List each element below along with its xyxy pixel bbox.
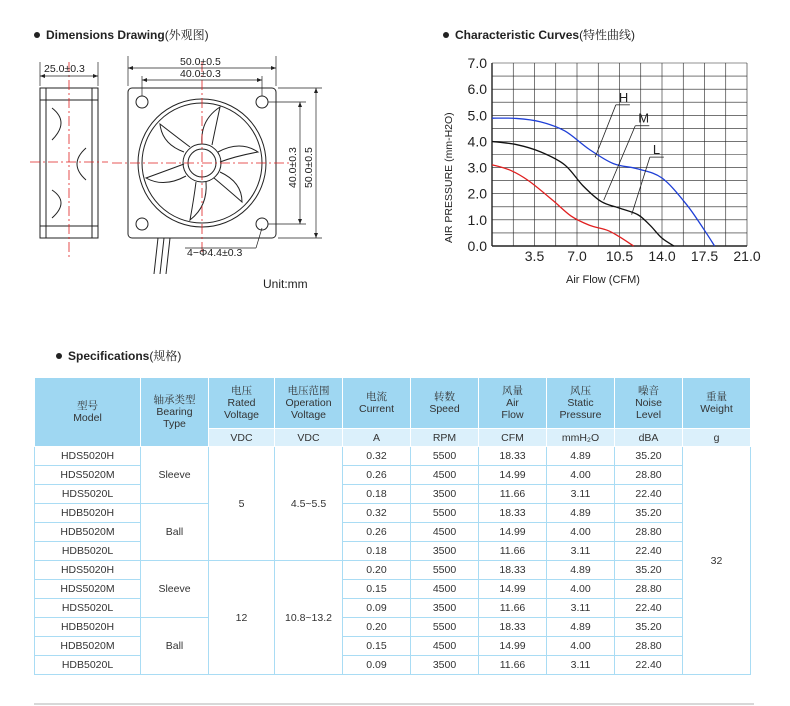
unit-cell: RPM — [411, 429, 479, 447]
specs-title-en: Specifications — [68, 349, 150, 363]
model-cell: HDB5020M — [35, 637, 141, 656]
current-cell: 0.26 — [343, 523, 411, 542]
column-header — [343, 378, 411, 429]
specifications-table — [34, 377, 751, 675]
header-cn: 电流 — [366, 391, 387, 403]
unit-label: Unit:mm — [263, 277, 308, 291]
bearing-cell: Ball — [141, 504, 209, 561]
bearing-cell: Sleeve — [141, 447, 209, 504]
current-cell: 0.26 — [343, 466, 411, 485]
hole-spacing-y-dim: 40.0±0.3 — [287, 147, 299, 188]
airflow-cell: 11.66 — [479, 599, 547, 618]
column-header — [209, 378, 275, 429]
column-header — [275, 378, 343, 429]
fan-front-view — [112, 56, 322, 274]
header-en: Static — [567, 397, 594, 409]
operation-voltage-cell: 10.8~13.2 — [275, 561, 343, 675]
curves-title-cn: (特性曲线) — [579, 28, 636, 42]
airflow-cell: 14.99 — [479, 523, 547, 542]
curves-title-en: Characteristic Curves — [455, 28, 580, 42]
side-width-dim: 25.0±0.3 — [44, 63, 85, 75]
column-header — [411, 378, 479, 429]
series-label-H: H — [618, 89, 629, 105]
model-cell: HDS5020H — [35, 447, 141, 466]
x-tick-label: 17.5 — [690, 248, 719, 264]
speed-cell: 5500 — [411, 504, 479, 523]
current-cell: 0.20 — [343, 618, 411, 637]
dimensions-title — [34, 26, 209, 43]
model-cell: HDB5020M — [35, 523, 141, 542]
header-en: Noise — [635, 397, 662, 409]
pressure-cell: 4.00 — [547, 580, 615, 599]
table-row — [35, 504, 751, 523]
current-cell: 0.32 — [343, 447, 411, 466]
model-cell: HDB5020L — [35, 542, 141, 561]
curves-title — [443, 26, 635, 43]
x-tick-label: 21.0 — [733, 248, 761, 264]
pressure-cell: 4.00 — [547, 637, 615, 656]
current-cell: 0.09 — [343, 599, 411, 618]
speed-cell: 3500 — [411, 542, 479, 561]
header-en: Voltage — [223, 409, 260, 421]
header-cn: 电压 — [231, 385, 252, 397]
current-cell: 0.09 — [343, 656, 411, 675]
speed-cell: 4500 — [411, 523, 479, 542]
header-en: Speed — [429, 403, 460, 415]
header-en: Type — [163, 418, 186, 430]
dimensions-title-cn: (外观图) — [164, 28, 209, 42]
noise-cell: 28.80 — [615, 466, 683, 485]
x-tick-label: 10.5 — [605, 248, 634, 264]
specs-title-cn: (规格) — [149, 349, 182, 363]
series-label-M: M — [638, 110, 650, 126]
noise-cell: 35.20 — [615, 447, 683, 466]
header-cn: 重量 — [706, 391, 727, 403]
noise-cell: 35.20 — [615, 561, 683, 580]
y-tick-label: 6.0 — [467, 81, 487, 98]
speed-cell: 5500 — [411, 447, 479, 466]
speed-cell: 4500 — [411, 466, 479, 485]
column-header — [547, 378, 615, 429]
airflow-cell: 14.99 — [479, 637, 547, 656]
x-tick-label: 3.5 — [524, 248, 545, 264]
noise-cell: 22.40 — [615, 599, 683, 618]
header-en: Model — [73, 412, 102, 424]
outer-width-dim: 50.0±0.5 — [180, 56, 221, 68]
current-cell: 0.20 — [343, 561, 411, 580]
unit-cell: dBA — [615, 429, 683, 447]
noise-cell: 22.40 — [615, 542, 683, 561]
noise-cell: 22.40 — [615, 656, 683, 675]
y-tick-label: 0.0 — [467, 238, 487, 254]
speed-cell: 3500 — [411, 656, 479, 675]
model-cell: HDB5020H — [35, 618, 141, 637]
holes-callout: 4−Φ4.4±0.3 — [187, 247, 243, 259]
model-cell: HDS5020H — [35, 561, 141, 580]
airflow-cell: 11.66 — [479, 656, 547, 675]
current-cell: 0.18 — [343, 485, 411, 504]
header-cn: 轴承类型 — [153, 394, 196, 406]
speed-cell: 5500 — [411, 561, 479, 580]
model-cell: HDB5020H — [35, 504, 141, 523]
noise-cell: 35.20 — [615, 504, 683, 523]
airflow-cell: 18.33 — [479, 447, 547, 466]
bearing-cell: Ball — [141, 618, 209, 675]
series-label-L: L — [652, 142, 661, 158]
y-tick-label: 3.0 — [467, 159, 487, 176]
unit-cell: VDC — [209, 429, 275, 447]
header-en: Level — [635, 409, 662, 421]
dimensions-title-en: Dimensions Drawing — [46, 28, 165, 42]
header-en: Flow — [501, 409, 524, 421]
speed-cell: 3500 — [411, 485, 479, 504]
table-row — [35, 447, 751, 466]
weight-cell: 32 — [683, 447, 751, 675]
fan-dimension-drawing — [30, 52, 330, 282]
rated-voltage-cell: 5 — [209, 447, 275, 561]
bullet-icon — [34, 32, 40, 38]
noise-cell: 28.80 — [615, 523, 683, 542]
y-tick-label: 2.0 — [467, 185, 487, 202]
speed-cell: 3500 — [411, 599, 479, 618]
airflow-cell: 18.33 — [479, 561, 547, 580]
unit-cell: VDC — [275, 429, 343, 447]
model-cell: HDS5020L — [35, 485, 141, 504]
header-en: Air — [506, 397, 519, 409]
outer-height-dim: 50.0±0.5 — [303, 147, 315, 188]
column-header — [683, 378, 751, 429]
current-cell: 0.15 — [343, 637, 411, 656]
operation-voltage-cell: 4.5~5.5 — [275, 447, 343, 561]
y-tick-label: 4.0 — [467, 133, 487, 150]
bullet-icon — [443, 32, 449, 38]
rated-voltage-cell: 12 — [209, 561, 275, 675]
y-tick-label: 7.0 — [467, 55, 487, 71]
speed-cell: 5500 — [411, 618, 479, 637]
pressure-cell: 3.11 — [547, 599, 615, 618]
unit-cell: CFM — [479, 429, 547, 447]
y-tick-label: 1.0 — [467, 211, 487, 228]
header-en: Voltage — [290, 409, 327, 421]
column-header — [35, 378, 141, 447]
hole-spacing-x-dim: 40.0±0.3 — [180, 68, 221, 80]
airflow-cell: 11.66 — [479, 485, 547, 504]
characteristic-curves-chart — [440, 55, 770, 295]
model-cell: HDS5020M — [35, 580, 141, 599]
header-cn: 电压范围 — [287, 385, 330, 397]
x-tick-label: 7.0 — [567, 248, 587, 264]
model-cell: HDB5020L — [35, 656, 141, 675]
noise-cell: 22.40 — [615, 485, 683, 504]
table-row — [35, 561, 751, 580]
header-en: Pressure — [559, 409, 602, 421]
header-cn: 噪音 — [638, 385, 659, 397]
current-cell: 0.15 — [343, 580, 411, 599]
header-en: Current — [358, 403, 394, 415]
airflow-cell: 14.99 — [479, 466, 547, 485]
bullet-icon — [56, 353, 62, 359]
speed-cell: 4500 — [411, 580, 479, 599]
pressure-cell: 4.89 — [547, 447, 615, 466]
pressure-cell: 4.89 — [547, 618, 615, 637]
header-en: Rated — [227, 397, 256, 409]
fan-side-view — [30, 62, 108, 257]
speed-cell: 4500 — [411, 637, 479, 656]
header-cn: 风量 — [502, 385, 523, 397]
header-row — [35, 378, 751, 429]
current-cell: 0.32 — [343, 504, 411, 523]
header-cn: 转数 — [434, 391, 455, 403]
pressure-cell: 4.89 — [547, 561, 615, 580]
x-tick-label: 14.0 — [648, 248, 676, 264]
y-axis-label: AIR PRESSURE (mm-H2O) — [443, 112, 455, 243]
header-en: Bearing — [156, 406, 193, 418]
model-cell: HDS5020L — [35, 599, 141, 618]
y-tick-label: 5.0 — [467, 107, 487, 124]
model-cell: HDS5020M — [35, 466, 141, 485]
specs-title — [56, 347, 181, 364]
column-header — [615, 378, 683, 429]
noise-cell: 28.80 — [615, 637, 683, 656]
pressure-cell: 4.00 — [547, 466, 615, 485]
bearing-cell: Sleeve — [141, 561, 209, 618]
pressure-cell: 4.89 — [547, 504, 615, 523]
unit-cell: g — [683, 429, 751, 447]
noise-cell: 28.80 — [615, 580, 683, 599]
table-row — [35, 618, 751, 637]
header-en: Weight — [700, 403, 733, 415]
header-cn: 风压 — [570, 385, 591, 397]
unit-cell: mmH₂O — [547, 429, 615, 447]
current-cell: 0.18 — [343, 542, 411, 561]
pressure-cell: 3.11 — [547, 542, 615, 561]
pressure-cell: 3.11 — [547, 485, 615, 504]
header-en: Operation — [285, 397, 332, 409]
airflow-cell: 14.99 — [479, 580, 547, 599]
bottom-divider — [34, 703, 754, 705]
pressure-cell: 4.00 — [547, 523, 615, 542]
airflow-cell: 18.33 — [479, 618, 547, 637]
x-axis-label: Air Flow (CFM) — [566, 274, 640, 286]
series-labels — [595, 90, 664, 215]
airflow-cell: 18.33 — [479, 504, 547, 523]
airflow-cell: 11.66 — [479, 542, 547, 561]
header-cn: 型号 — [77, 400, 98, 412]
pressure-cell: 3.11 — [547, 656, 615, 675]
column-header — [141, 378, 209, 447]
unit-cell: A — [343, 429, 411, 447]
noise-cell: 35.20 — [615, 618, 683, 637]
column-header — [479, 378, 547, 429]
